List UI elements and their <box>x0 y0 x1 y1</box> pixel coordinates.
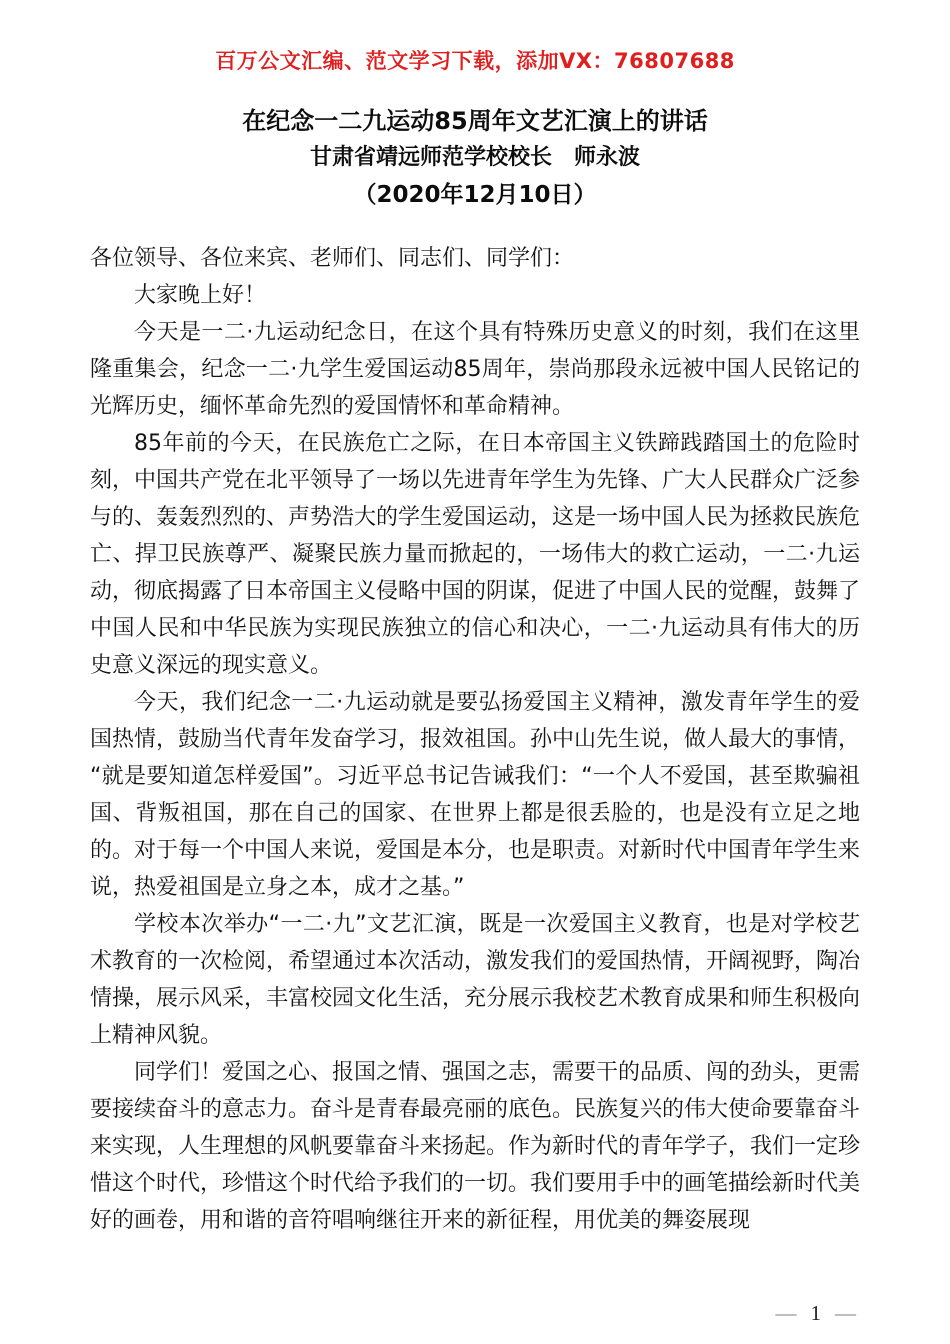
document-title: 在纪念一二九运动85周年文艺汇演上的讲话 <box>242 107 708 135</box>
header-promo-notice: 百万公文汇编、范文学习下载，添加VX：76807688 <box>215 49 735 73</box>
paragraph-history: 85年前的今天，在民族危亡之际，在日本帝国主义铁蹄践踏国土的危险时刻，中国共产党在北平领导了一场以先进青年学生为先锋、广大人民群众广泛参与的、轰轰烈烈的、声势浩大的学生爱国运动，这是一场中国人民为拯救民族危亡、捍卫民族尊严、凝聚民族力量而掀起的，一场伟大的救亡运动，一二·九运动，彻底揭露了日本帝国主义侵略中国的阴谋，促进了中国人民的觉醒，鼓舞了中国人民和中华民族为实现民族独立的信心和决心，一二·九运动具有伟大的历史意义深远的现实意义。 <box>90 431 861 678</box>
author-line: 甘肃省靖远师范学校校长 师永波 <box>309 145 640 170</box>
footer-left-dash: — <box>775 1301 797 1325</box>
paragraph-school-event: 学校本次举办“一二·九”文艺汇演，既是一次爱国主义教育，也是对学校艺术教育的一次检阅，希望通过本次活动，激发我们的爱国热情，开阔视野，陶冶情操，展示风采，丰富校园文化生活，充分展示我校艺术教育成果和师生积极向上精神风貌。 <box>90 912 861 1048</box>
paragraph-greeting: 大家晚上好！ <box>134 283 267 308</box>
paragraph-patriotism: 今天，我们纪念一二·九运动就是要弘扬爱国主义精神，激发青年学生的爱国热情，鼓励当代青年发奋学习，报效祖国。孙中山先生说，做人最大的事情，“就是要知道怎样爱国”。习近平总书记告诫我们：“一个人不爱国，甚至欺骗祖国、背叛祖国，那在自己的国家、在世界上都是很丢脸的，也是没有立足之地的。对于每一个中国人来说，爱国是本分，也是职责。对新时代中国青年学生来说，热爱祖国是立身之本，成才之基。” <box>90 690 861 900</box>
footer-page-number: 1 <box>810 1301 821 1325</box>
paragraph-exhortation: 同学们！爱国之心、报国之情、强国之志，需要干的品质、闯的劲头，更需要接续奋斗的意志力。奋斗是青春最亮丽的底色。民族复兴的伟大使命要靠奋斗来实现，人生理想的风帆要靠奋斗来扬起。作为新时代的青年学子，我们一定珍惜这个时代，珍惜这个时代给予我们的一切。我们要用手中的画笔描绘新时代美好的画卷，用和谐的音符唱响继往开来的新征程，用优美的舞姿展现 <box>90 1060 861 1233</box>
footer-right-dash: — <box>835 1301 856 1325</box>
page-footer <box>774 1301 859 1326</box>
document-body <box>90 240 860 1239</box>
date-line: （2020年12月10日） <box>353 182 597 208</box>
paragraph-anniversary-intro: 今天是一二·九运动纪念日，在这个具有特殊历史意义的时刻，我们在这里隆重集会，纪念一二·九学生爱国运动85周年，崇尚那段永远被中国人民铭记的光辉历史，缅怀革命先烈的爱国情怀和革命精神。 <box>90 320 860 419</box>
paragraph-salutation: 各位领导、各位来宾、老师们、同志们、同学们： <box>90 246 575 271</box>
